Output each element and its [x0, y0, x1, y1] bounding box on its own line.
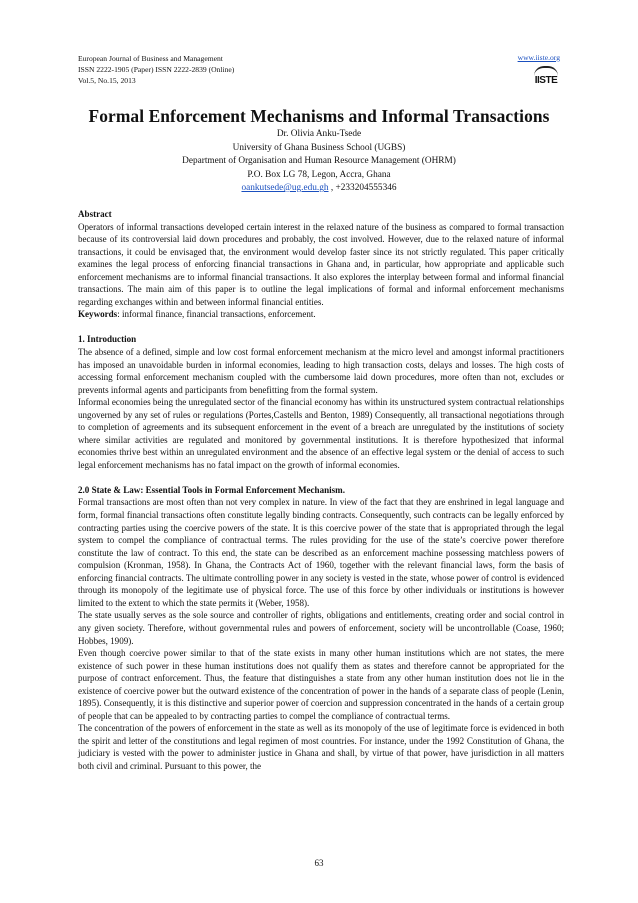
- section2-paragraph: The concentration of the powers of enforcement in the state as well as its monopoly of the use of legitimate force is evidenced in both the spirit and letter of the constitutions and legal regimen of most countries. For instance, under the 1992 Constitution of Ghana, the judiciary is vested with the power to administer justice in Ghana and shall, by virtue of that power, have jurisdiction in all matters both civil and criminal. Pursuant to this power, the: [78, 723, 564, 771]
- author-block: [0, 128, 638, 196]
- article-title: Formal Enforcement Mechanisms and Informal Transactions: [88, 106, 550, 126]
- journal-url-link[interactable]: www.iiste.org: [517, 53, 560, 62]
- page-number: 63: [314, 858, 324, 868]
- author-affiliation-university: University of Ghana Business School (UGBS): [232, 142, 406, 153]
- iiste-logo: [532, 66, 560, 86]
- section1-heading: 1. Introduction: [78, 334, 137, 345]
- article-body: [78, 208, 564, 773]
- abstract-text: Operators of informal transactions developed certain interest in the relaxed nature of the business as compared to formal transaction because of its controversial laid down procedures and probably, the cost involved. However, due to the relaxed nature of informal transactions, it could be envisaged that, the environment would develop faster since its not strictly regulated. This paper critically examines the legal process of enforcing financial transactions in Ghana and, in particular, how appropriate and applicable such enforcement mechanisms are to informal financial transactions. It also explores the interplay between formal and informal financial transactions. The main aim of this paper is to outline the legal implications of formal and informal enforcement mechanisms regarding exchanges within and between informal financial entities.: [78, 221, 564, 307]
- section1-paragraph: The absence of a defined, simple and low cost formal enforcement mechanism at the micro level and amongst informal practitioners has imposed an unavoidable burden in informal economies, leading to high transaction costs, delays and losses. The high costs of accessing formal enforcement mechanism coupled with the cumbersome laid down procedures, more often than not, excludes or prevents informal agents and participants from benefitting from the formal system.: [78, 346, 564, 395]
- section2-heading: 2.0 State & Law: Essential Tools in Formal Enforcement Mechanism.: [78, 484, 345, 495]
- keywords-line: [78, 308, 564, 321]
- section1-paragraph: Informal economies being the unregulated sector of the financial economy has within its unstructured system contractual relationships ungoverned by any set of rules or regulations (Portes,Castells and Benton, 1989) Consequently, all transactional negotiations through to completion of agreements and its subsequent enforcement in the event of a breach are unregulated by the institutions of society where similar activities are regulated and monitored by governmental institutions. It is therefore hypothesized that informal economies thrive best within an unregulated environment and the absence of an effective legal system or the denial of access to such legal enforcement mechanisms has no fatal impact on the growth of informal economies.: [78, 397, 564, 470]
- author-affiliation-department: Department of Organisation and Human Resource Management (OHRM): [182, 156, 456, 166]
- author-contact: [0, 182, 638, 196]
- abstract-heading: Abstract: [78, 209, 112, 219]
- section2-paragraph: Formal transactions are most often than not very complex in nature. In view of the fact that they are enshrined in legal language and form, formal financial transactions often constitute legally binding contracts. Consequently, such contracts can be legally enforced by contracting parties using the coercive powers of the state. It is this coercive power of the state that is appropriated through the legal system to compel the compliance of contractual terms. The rules providing for the use of the state’s coercive power therefore constitute the law of contract. To this end, the state can be described as an enforcement machine possessing matchless powers of compulsion (Kronman, 1958). In Ghana, the Contracts Act of 1960, together with the relevant financial laws, form the basis of enforcing financial contracts. The ultimate controlling power in any society is vested in the state, whose power of control is evidenced through its monopoly of the legitimate use of physical force. The use of this force by other individuals or institutions is however limited to the extent to which the state permits it (Weber, 1958).: [78, 497, 564, 608]
- author-email-link[interactable]: oankutsede@ug.edu.gh: [241, 183, 329, 193]
- logo-text: IISTE: [534, 75, 558, 86]
- author-phone: , +233204555346: [328, 183, 397, 193]
- section2-paragraph: Even though coercive power similar to that of the state exists in many other human institutions which are not states, the mere existence of such power in these human institutions does not qualify them as states and therefore cannot be appropriated for the purpose of contract enforcement. Thus, the feature that distinguishes a state from any other human institution does not lie in the existence of coercive power but the outward existence of the concentration of power in the hands of a separate class of people (Lenin, 1895). Consequently, it is this distinctive and superior power of coercion and suppression concentrated in the hands of a certain group of people that can be appealed to by contracting parties to compel the compliance of contractual terms.: [78, 648, 564, 721]
- journal-volume: Vol.5, No.15, 2013: [78, 76, 136, 85]
- journal-issn: ISSN 2222-1905 (Paper) ISSN 2222-2839 (Online): [78, 65, 235, 74]
- author-address: P.O. Box LG 78, Legon, Accra, Ghana: [247, 169, 391, 180]
- journal-header: [78, 53, 560, 86]
- keywords-label: Keywords: [78, 309, 118, 320]
- journal-name: European Journal of Business and Management: [78, 54, 223, 63]
- author-name: Dr. Olivia Anku-Tsede: [276, 129, 362, 139]
- keywords-values: : informal finance, financial transactions, enforcement.: [117, 309, 316, 320]
- section2-paragraph: The state usually serves as the sole source and controller of rights, obligations and entitlements, creating order and social control in any given society. Therefore, without governmental rules and powers of enforcement, society will be uncontrollable (Coase, 1960; Hobbes, 1909).: [78, 610, 564, 646]
